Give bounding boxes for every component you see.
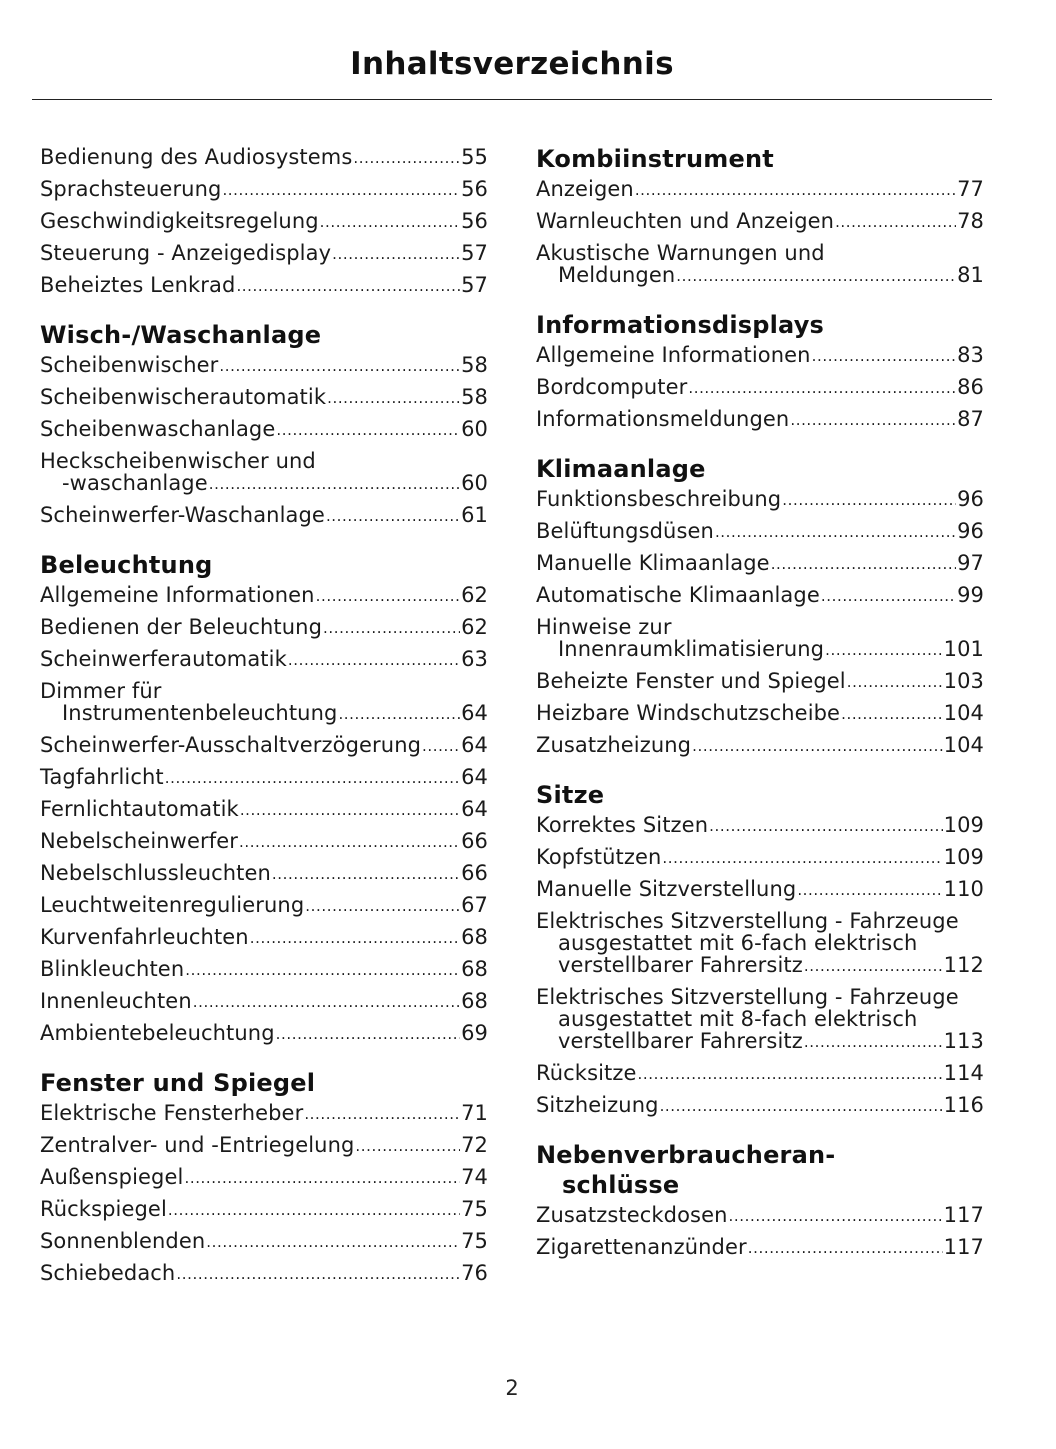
toc-section: [536, 780, 984, 1118]
dot-leader: [206, 1229, 460, 1253]
toc-entry[interactable]: [40, 830, 488, 854]
dot-leader: [250, 925, 460, 949]
toc-entry-page: 71: [461, 1101, 488, 1125]
toc-entry-page: 68: [461, 925, 488, 949]
toc-entry-title: Anzeigen: [536, 177, 634, 201]
toc-section: [536, 1140, 984, 1260]
dot-leader: [835, 209, 956, 233]
toc-entry-page: 62: [461, 583, 488, 607]
toc-entry[interactable]: [40, 1262, 488, 1286]
toc-entry-page: 96: [957, 487, 984, 511]
section-heading-continuation: schlüsse: [562, 1171, 680, 1199]
dot-leader: [327, 385, 460, 409]
toc-entry-page: 104: [943, 733, 984, 757]
toc-entry[interactable]: [40, 1102, 488, 1126]
toc-entry-title: Nebelscheinwerfer: [40, 829, 238, 853]
toc-entry[interactable]: [40, 210, 488, 234]
dot-leader: [239, 829, 460, 853]
toc-entry-title: Zusatzsteckdosen: [536, 1203, 728, 1227]
toc-section: [40, 320, 488, 528]
title-divider: [32, 99, 992, 100]
dot-leader: [326, 503, 460, 527]
toc-entry[interactable]: [40, 616, 488, 640]
dot-leader: [660, 1093, 943, 1117]
toc-entry-title-line: Hinweise zur: [536, 615, 672, 639]
toc-entry-title-line: Dimmer für: [40, 679, 162, 703]
toc-entry-title: Instrumentenbeleuchtung: [62, 701, 338, 725]
dot-leader: [184, 1165, 460, 1189]
toc-entry[interactable]: [536, 344, 984, 368]
toc-entry-title: Kopfstützen: [536, 845, 662, 869]
section-heading-text: Klimaanlage: [536, 455, 706, 483]
toc-entry-title: Tagfahrlicht: [40, 765, 164, 789]
dot-leader: [662, 845, 942, 869]
dot-leader: [638, 1061, 943, 1085]
toc-entry[interactable]: [536, 702, 984, 726]
dot-leader: [790, 407, 956, 431]
toc-entry-page: 56: [461, 209, 488, 233]
section-heading: [40, 550, 488, 580]
toc-entry-page: 116: [943, 1093, 984, 1117]
dot-leader: [812, 343, 956, 367]
toc-entry-page: 75: [461, 1229, 488, 1253]
toc-entry[interactable]: [40, 990, 488, 1014]
section-heading-text: Nebenverbraucheran-: [536, 1141, 836, 1169]
toc-entry-page: 99: [957, 583, 984, 607]
toc-entry-page: 57: [461, 273, 488, 297]
dot-leader: [165, 765, 460, 789]
toc-entry-title: Scheibenwaschanlage: [40, 417, 276, 441]
section-heading-text: Beleuchtung: [40, 551, 213, 579]
toc-entry-page: 86: [957, 375, 984, 399]
toc-entry-title: verstellbarer Fahrersitz: [558, 953, 803, 977]
toc-entry[interactable]: [536, 1062, 984, 1086]
toc-entry[interactable]: [40, 584, 488, 608]
section-heading: [40, 1068, 488, 1098]
dot-leader: [240, 797, 460, 821]
toc-entry-title: Scheibenwischerautomatik: [40, 385, 327, 409]
toc-entry[interactable]: [536, 520, 984, 544]
toc-entry-title: Rückspiegel: [40, 1197, 167, 1221]
dot-leader: [276, 1021, 460, 1045]
dot-leader: [236, 273, 460, 297]
toc-entry-page: 64: [461, 797, 488, 821]
toc-entry-title: Scheinwerfer-Waschanlage: [40, 503, 325, 527]
section-heading-text: Informationsdisplays: [536, 311, 825, 339]
toc-entry[interactable]: [40, 958, 488, 982]
toc-entry-title: Zigarettenanzünder: [536, 1235, 747, 1259]
dot-leader: [353, 145, 460, 169]
dot-leader: [323, 615, 460, 639]
toc-entry-page: 109: [943, 813, 984, 837]
dot-leader: [185, 957, 460, 981]
dot-leader: [276, 417, 460, 441]
toc-entry-page: 64: [461, 765, 488, 789]
toc-entry[interactable]: [536, 986, 984, 1054]
toc-entry-title: Sonnenblenden: [40, 1229, 206, 1253]
dot-leader: [847, 669, 943, 693]
toc-entry[interactable]: [40, 146, 488, 170]
toc-entry-page: 62: [461, 615, 488, 639]
toc-entry[interactable]: [40, 648, 488, 672]
toc-entry[interactable]: [40, 450, 488, 496]
dot-leader: [825, 637, 942, 661]
toc-entry[interactable]: [536, 1204, 984, 1228]
toc-entry-page: 104: [943, 701, 984, 725]
toc-entry-title-line: ausgestattet mit 8-fach elektrisch: [558, 1007, 918, 1031]
toc-entry[interactable]: [40, 798, 488, 822]
toc-entry[interactable]: [40, 178, 488, 202]
toc-entry-title: Sprachsteuerung: [40, 177, 222, 201]
toc-entry-page: 58: [461, 353, 488, 377]
dot-leader: [332, 241, 460, 265]
dot-leader: [729, 1203, 943, 1227]
toc-entry[interactable]: [40, 1134, 488, 1158]
toc-entry-title: Fernlichtautomatik: [40, 797, 239, 821]
dot-leader: [709, 813, 942, 837]
dot-leader: [804, 1029, 943, 1053]
toc-entry-title: Automatische Klimaanlage: [536, 583, 820, 607]
toc-entry[interactable]: [40, 680, 488, 726]
toc-entry-page: 83: [957, 343, 984, 367]
toc-entry[interactable]: [40, 504, 488, 528]
section-heading: [536, 780, 984, 810]
toc-entry-page: 64: [461, 701, 488, 725]
toc-entry[interactable]: [40, 1166, 488, 1190]
dot-leader: [748, 1235, 943, 1259]
toc-entry[interactable]: [536, 878, 984, 902]
toc-entry[interactable]: [40, 354, 488, 378]
toc-entry-title: Zentralver- und -Entriegelung: [40, 1133, 355, 1157]
toc-entry-page: 78: [957, 209, 984, 233]
toc-entry-page: 101: [943, 637, 984, 661]
toc-entry-title: -waschanlage: [62, 471, 208, 495]
toc-entry-page: 66: [461, 861, 488, 885]
dot-leader: [338, 701, 460, 725]
toc-entry[interactable]: [40, 734, 488, 758]
toc-entry-title: Rücksitze: [536, 1061, 637, 1085]
toc-section: [40, 1068, 488, 1286]
dot-leader: [288, 647, 460, 671]
toc-entry[interactable]: [536, 552, 984, 576]
toc-entry-page: 114: [943, 1061, 984, 1085]
toc-entry-title: Blinkleuchten: [40, 957, 185, 981]
toc-entry-title-line: Elektrisches Sitzverstellung - Fahrzeuge: [536, 909, 959, 933]
toc-entry[interactable]: [536, 814, 984, 838]
toc-entry[interactable]: [536, 376, 984, 400]
toc-entry-title: verstellbarer Fahrersitz: [558, 1029, 803, 1053]
section-heading-text: Fenster und Spiegel: [40, 1069, 316, 1097]
toc-entry-title: Geschwindigkeitsregelung: [40, 209, 319, 233]
toc-entry-page: 60: [461, 471, 488, 495]
toc-entry-title: Sitzheizung: [536, 1093, 659, 1117]
section-heading: [536, 310, 984, 340]
toc-entry[interactable]: [40, 894, 488, 918]
toc-entry[interactable]: [40, 766, 488, 790]
toc-entry-page: 76: [461, 1261, 488, 1285]
toc-entry[interactable]: [536, 846, 984, 870]
toc-entry-page: 87: [957, 407, 984, 431]
dot-leader: [676, 263, 956, 287]
toc-entry-title: Leuchtweitenregulierung: [40, 893, 305, 917]
toc-entry-title-line: Elektrisches Sitzverstellung - Fahrzeuge: [536, 985, 959, 1009]
dot-leader: [782, 487, 956, 511]
toc-entry-title: Außenspiegel: [40, 1165, 184, 1189]
toc-entry-title: Innenleuchten: [40, 989, 192, 1013]
toc-entry-title: Schiebedach: [40, 1261, 176, 1285]
toc-entry-title-line: Akustische Warnungen und: [536, 241, 825, 265]
toc-entry-page: 67: [461, 893, 488, 917]
toc-section: [536, 454, 984, 758]
dot-leader: [635, 177, 956, 201]
toc-entry-page: 69: [461, 1021, 488, 1045]
toc-entry[interactable]: [536, 616, 984, 662]
dot-leader: [692, 733, 943, 757]
section-heading: [536, 1140, 984, 1200]
toc-entry-title: Beheiztes Lenkrad: [40, 273, 236, 297]
toc-entry-page: 57: [461, 241, 488, 265]
toc-entry-title: Bedienen der Beleuchtung: [40, 615, 323, 639]
toc-entry[interactable]: [536, 670, 984, 694]
toc-entry-title: Nebelschlussleuchten: [40, 861, 271, 885]
toc-entry-page: 109: [943, 845, 984, 869]
toc-entry-page: 68: [461, 989, 488, 1013]
toc-entry-page: 68: [461, 957, 488, 981]
toc-right-column: [536, 144, 984, 1282]
toc-entry[interactable]: [40, 274, 488, 298]
section-heading-text: Wisch-/Waschanlage: [40, 321, 322, 349]
toc-entry[interactable]: [536, 910, 984, 978]
toc-entry-page: 72: [461, 1133, 488, 1157]
toc-entry-page: 117: [943, 1203, 984, 1227]
dot-leader: [168, 1197, 460, 1221]
toc-entry-title: Steuerung - Anzeigedisplay: [40, 241, 332, 265]
toc-entry-title: Meldungen: [558, 263, 676, 287]
toc-entry-page: 66: [461, 829, 488, 853]
toc-section: [40, 146, 488, 298]
toc-entry[interactable]: [536, 734, 984, 758]
toc-entry-page: 63: [461, 647, 488, 671]
dot-leader: [422, 733, 460, 757]
page-title: Inhaltsverzeichnis: [350, 46, 674, 82]
toc-entry-title: Korrektes Sitzen: [536, 813, 709, 837]
toc-entry-page: 56: [461, 177, 488, 201]
toc-entry-title: Bedienung des Audiosystems: [40, 145, 353, 169]
dot-leader: [797, 877, 942, 901]
section-heading: [536, 454, 984, 484]
toc-entry-title: Informationsmeldungen: [536, 407, 790, 431]
toc-entry-page: 61: [461, 503, 488, 527]
toc-entry-title: Allgemeine Informationen: [536, 343, 811, 367]
toc-entry-page: 74: [461, 1165, 488, 1189]
toc-entry-title: Innenraumklimatisierung: [558, 637, 825, 661]
dot-leader: [305, 893, 460, 917]
toc-entry-page: 64: [461, 733, 488, 757]
toc-entry-title: Kurvenfahrleuchten: [40, 925, 249, 949]
toc-entry[interactable]: [536, 488, 984, 512]
toc-entry[interactable]: [40, 1022, 488, 1046]
toc-entry-title: Allgemeine Informationen: [40, 583, 315, 607]
toc-entry[interactable]: [536, 1094, 984, 1118]
toc-entry-page: 97: [957, 551, 984, 575]
toc-entry[interactable]: [40, 1198, 488, 1222]
dot-leader: [688, 375, 956, 399]
toc-entry-page: 103: [943, 669, 984, 693]
toc-entry-page: 110: [943, 877, 984, 901]
toc-entry-title: Zusatzheizung: [536, 733, 692, 757]
toc-entry-title: Manuelle Sitzverstellung: [536, 877, 797, 901]
dot-leader: [176, 1261, 460, 1285]
toc-left-column: [40, 144, 488, 1308]
toc-entry-page: 96: [957, 519, 984, 543]
toc-entry-title: Scheinwerfer-Ausschaltverzögerung: [40, 733, 422, 757]
toc-entry[interactable]: [536, 242, 984, 288]
dot-leader: [316, 583, 460, 607]
toc-entry-title: Manuelle Klimaanlage: [536, 551, 770, 575]
section-heading-text: Kombiinstrument: [536, 145, 774, 173]
toc-entry[interactable]: [536, 178, 984, 202]
section-heading: [536, 144, 984, 174]
toc-entry-title: Elektrische Fensterheber: [40, 1101, 304, 1125]
toc-entry-title: Beheizte Fenster und Spiegel: [536, 669, 846, 693]
dot-leader: [222, 177, 460, 201]
dot-leader: [771, 551, 956, 575]
toc-entry-title: Ambientebeleuchtung: [40, 1021, 275, 1045]
dot-leader: [209, 471, 460, 495]
toc-entry[interactable]: [536, 408, 984, 432]
toc-entry-page: 55: [461, 145, 488, 169]
dot-leader: [304, 1101, 460, 1125]
dot-leader: [804, 953, 943, 977]
toc-entry-page: 81: [957, 263, 984, 287]
toc-entry[interactable]: [40, 418, 488, 442]
toc-entry[interactable]: [40, 1230, 488, 1254]
toc-entry[interactable]: [40, 862, 488, 886]
toc-entry-title-line: ausgestattet mit 6-fach elektrisch: [558, 931, 918, 955]
toc-entry[interactable]: [40, 926, 488, 950]
toc-entry-page: 77: [957, 177, 984, 201]
toc-entry[interactable]: [536, 210, 984, 234]
toc-entry-title: Heizbare Windschutzscheibe: [536, 701, 841, 725]
toc-entry[interactable]: [536, 584, 984, 608]
page-number: 2: [505, 1376, 519, 1400]
toc-entry-title: Bordcomputer: [536, 375, 688, 399]
toc-entry-title: Scheibenwischer: [40, 353, 219, 377]
toc-section: [536, 310, 984, 432]
toc-entry-page: 60: [461, 417, 488, 441]
toc-entry-page: 75: [461, 1197, 488, 1221]
dot-leader: [272, 861, 460, 885]
toc-entry-page: 113: [943, 1029, 984, 1053]
toc-entry-title: Warnleuchten und Anzeigen: [536, 209, 835, 233]
toc-entry-title: Scheinwerferautomatik: [40, 647, 287, 671]
toc-entry[interactable]: [40, 242, 488, 266]
section-heading-text: Sitze: [536, 781, 605, 809]
toc-entry-title-line: Heckscheibenwischer und: [40, 449, 316, 473]
toc-entry-page: 117: [943, 1235, 984, 1259]
toc-entry[interactable]: [536, 1236, 984, 1260]
toc-entry-page: 112: [943, 953, 984, 977]
toc-section: [536, 144, 984, 288]
toc-entry-page: 58: [461, 385, 488, 409]
dot-leader: [193, 989, 460, 1013]
toc-entry-title: Funktionsbeschreibung: [536, 487, 782, 511]
toc-entry-title: Belüftungsdüsen: [536, 519, 714, 543]
dot-leader: [355, 1133, 460, 1157]
section-heading: [40, 320, 488, 350]
dot-leader: [821, 583, 956, 607]
dot-leader: [219, 353, 460, 377]
dot-leader: [715, 519, 956, 543]
toc-section: [40, 550, 488, 1046]
dot-leader: [841, 701, 943, 725]
toc-entry[interactable]: [40, 386, 488, 410]
dot-leader: [320, 209, 460, 233]
